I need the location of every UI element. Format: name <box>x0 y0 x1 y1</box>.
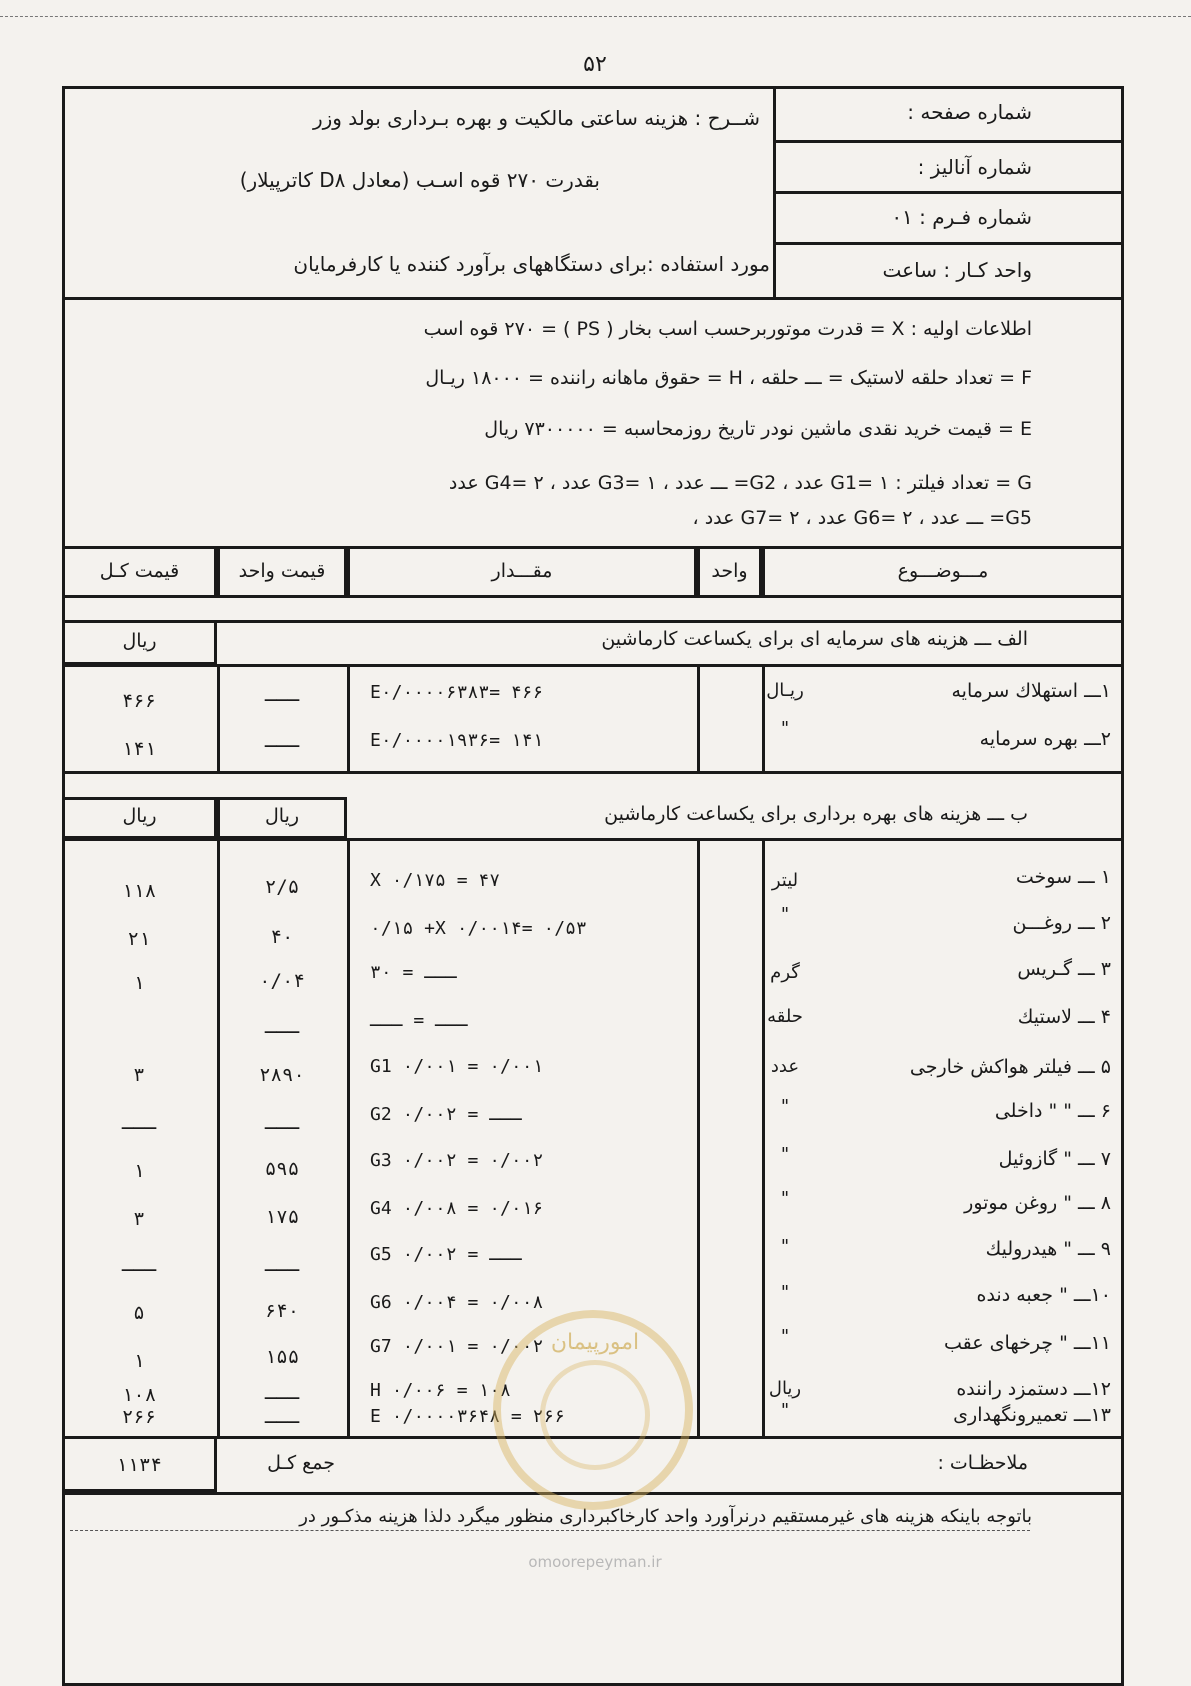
row-qty: X ۰/۱۷۵ = ۴۷ <box>370 870 501 891</box>
row-unit: " <box>780 1326 790 1347</box>
row-price: ۲۸۹۰ <box>259 1064 305 1086</box>
row-price: ۴۰ <box>270 926 294 948</box>
row-qty: E ۰/۰۰۰۰۳۶۴۸ = ۲۶۶ <box>370 1406 566 1427</box>
section-b-header-rule <box>62 838 1124 841</box>
stamp-gear-icon <box>540 1360 650 1470</box>
row-unit: حلقه <box>767 1006 803 1027</box>
section-a-top-rule <box>62 620 1124 623</box>
row-qty: G5 ۰/۰۰۲ = ـــ <box>370 1244 522 1265</box>
top-dashed-line <box>0 16 1191 17</box>
row-qty: ۰/۱۵ +X ۰/۰۰۱۴= ۰/۵۳ <box>370 918 587 939</box>
col-line <box>217 664 220 772</box>
section-a-title: الف ـــ هزینه های سرمایه ای برای یکساعت کارماشین <box>601 628 1028 650</box>
row-qty: G6 ۰/۰۰۴ = ۰/۰۰۸ <box>370 1292 544 1313</box>
basic-info-line-4: G = تعداد فیلتر : G1= ۱ عدد ، G2= ـــ عدد ، G3= ۱ عدد ، G4= ۲ عدد <box>448 472 1032 494</box>
header-rule <box>773 140 1124 143</box>
row-unit: " <box>780 1188 790 1209</box>
page-number: ۵۲ <box>583 52 607 77</box>
row-total: ۳ <box>133 1208 145 1230</box>
row-item: ۱۳ـــ تعمیرونگهداری <box>953 1404 1111 1426</box>
row-price: ۵۹۵ <box>264 1158 300 1180</box>
remarks-note: باتوجه باینکه هزینه های غیرمستقیم درنرآورد واحد کارخاکبرداری منظور میگرد دلذا هزینه مذکـور در <box>299 1506 1032 1527</box>
row-item: ۸ ـــ " روغن موتور <box>964 1192 1111 1214</box>
row-item: ۷ ـــ " گازوئیل <box>998 1148 1111 1170</box>
row-price: ۱۷۵ <box>264 1206 300 1228</box>
row-price: ۰/۰۴ <box>259 970 305 992</box>
row-unit: " <box>780 1236 790 1257</box>
row-item: ۲ ـــ روغـــن <box>1012 912 1111 934</box>
remarks-label: ملاحظـات : <box>937 1452 1028 1474</box>
row-total: ـــ <box>121 1254 157 1276</box>
grand-total-label: جمع کـل <box>267 1452 335 1474</box>
col-subject: مـــوضـــوع <box>897 560 989 582</box>
row-item: ۲ـــ بهره سرمایه <box>979 728 1111 750</box>
row-price: ـــ <box>264 1016 300 1038</box>
page-no-label: شماره صفحه : <box>907 100 1032 124</box>
row-qty: ـــ = ۳۰ <box>370 962 457 983</box>
row-qty: G4 ۰/۰۰۸ = ۰/۰۱۶ <box>370 1198 544 1219</box>
row-price: ۶۴۰ <box>264 1300 300 1322</box>
row-unit: ریـال <box>766 680 804 701</box>
row-total: ۳ <box>133 1064 145 1086</box>
row-item: ۳ ـــ گـریس <box>1017 958 1111 980</box>
basic-info-line-2: F = تعداد حلقه لاستیک = ـــ حلقه ، H = حقوق ماهانه راننده = ۱۸۰۰۰ ریـال <box>425 367 1032 389</box>
row-price: ۱۵۵ <box>264 1346 300 1368</box>
row-price: ۲/۵ <box>264 876 300 898</box>
row-total: ۱۴۱ <box>121 738 157 760</box>
row-unit: لیتر <box>771 870 799 891</box>
header-bottom-rule <box>62 297 1124 300</box>
row-unit: " <box>780 904 790 925</box>
machine-power: بقدرت ۲۷۰ قوه اسـب (معادل D۸ کاترپیلار) <box>239 168 600 192</box>
row-qty: G3 ۰/۰۰۲ = ۰/۰۰۲ <box>370 1150 544 1171</box>
stamp-text: امورپیمان <box>550 1330 640 1355</box>
row-item: ۹ ـــ " هیدرولیك <box>985 1238 1111 1260</box>
row-item: ۱۱ـــ " چرخهای عقب <box>944 1332 1111 1354</box>
row-total: ۱ <box>133 972 145 994</box>
row-unit: عدد <box>770 1056 800 1077</box>
row-total: ۵ <box>133 1302 145 1324</box>
row-item: ۵ ـــ فیلتر هواکش خارجی <box>909 1056 1111 1078</box>
row-total: ۱۰۸ <box>121 1384 157 1406</box>
col-line <box>697 664 700 772</box>
row-qty: ـــ = ـــ <box>370 1010 468 1031</box>
section-a-bottom-rule <box>62 771 1124 774</box>
row-price: ـــ <box>264 1254 300 1276</box>
form-number: شماره فـرم : ۰۱ <box>891 205 1032 229</box>
row-item: ۱۰ـــ " جعبه دنده <box>976 1284 1111 1306</box>
col-total-price: قیمت کـل <box>99 560 180 582</box>
grand-total-value: ۱۱۳۴ <box>116 1454 162 1476</box>
row-unit: ریال <box>768 1378 802 1399</box>
col-unit-price: قیمت واحد <box>238 560 326 582</box>
row-item: ۱۲ـــ دستمزد راننده <box>956 1378 1111 1400</box>
row-unit: " <box>780 1400 790 1421</box>
row-unit: گرم <box>770 962 800 983</box>
row-unit: " <box>780 1096 790 1117</box>
col-line <box>347 838 350 1438</box>
section-a-currency: ریال <box>122 630 157 652</box>
row-total: ۲۶۶ <box>121 1406 157 1428</box>
row-qty: E۰/۰۰۰۰۱۹۳۶= ۱۴۱ <box>370 730 544 751</box>
row-price: ـــ <box>264 1406 300 1428</box>
row-item: ۶ ـــ " " داخلی <box>994 1100 1111 1122</box>
row-unit: " <box>780 1144 790 1165</box>
analysis-label: شماره آنالیز : <box>917 155 1032 179</box>
row-total: ـــ <box>121 1112 157 1134</box>
col-amount: مقـــدار <box>491 560 553 582</box>
row-qty: H ۰/۰۰۶ = ۱۰۸ <box>370 1380 511 1401</box>
row-item: ۱ـــ استهلاك سرمایه <box>951 680 1111 702</box>
section-b-currency-total: ریال <box>122 805 157 827</box>
row-price: ـــ <box>264 730 300 752</box>
row-qty: E۰/۰۰۰۰۶۳۸۳= ۴۶۶ <box>370 682 544 703</box>
header-rule <box>773 191 1124 194</box>
row-item: ۱ ـــ سوخت <box>1015 866 1111 888</box>
row-price: ـــ <box>264 684 300 706</box>
col-unit: واحد <box>711 560 748 582</box>
row-total: ۴۶۶ <box>121 690 157 712</box>
basic-info-line-1: اطلاعات اولیه : X = قدرت موتوربرحسب اسب بخار ( PS ) = ۲۷۰ قوه اسب <box>423 318 1032 340</box>
row-total: ۲۱ <box>127 928 151 950</box>
row-unit: " <box>780 718 790 739</box>
watermark: omoorepeyman.ir <box>528 1553 662 1571</box>
row-unit: " <box>780 1282 790 1303</box>
row-qty: G1 ۰/۰۰۱ = ۰/۰۰۱ <box>370 1056 544 1077</box>
row-price: ـــ <box>264 1382 300 1404</box>
header-rule <box>773 242 1124 245</box>
row-qty: G2 ۰/۰۰۲ = ـــ <box>370 1104 522 1125</box>
basic-info-line-5: G5= ـــ عدد ، G6= ۲ عدد ، G7= ۲ عدد ، <box>692 507 1032 529</box>
row-total: ۱ <box>133 1160 145 1182</box>
col-line <box>347 664 350 772</box>
basic-info-line-3: E = قیمت خرید نقدی ماشین نودر تاریخ روزمحاسبه = ۷۳۰۰۰۰۰ ریال <box>484 418 1032 440</box>
section-b-currency-price: ریال <box>264 805 300 827</box>
col-line <box>762 838 765 1438</box>
row-total: ۱ <box>133 1350 145 1372</box>
section-b-title: ب ـــ هزینه های بهره برداری برای یکساعت کارماشین <box>604 803 1028 825</box>
section-a-header-rule <box>62 664 1124 667</box>
row-price: ـــ <box>264 1112 300 1134</box>
form-title: شــرح : هزینه ساعتی مالکیت و بهره بـرداری بولد وزر <box>312 106 760 130</box>
row-item: ۴ ـــ لاستیك <box>1017 1006 1111 1028</box>
work-unit: واحد کـار : ساعت <box>882 258 1032 282</box>
row-qty: G7 ۰/۰۰۱ = ۰/۰۰۲ <box>370 1336 544 1357</box>
note-underline <box>70 1530 1030 1531</box>
row-total: ۱۱۸ <box>121 880 157 902</box>
usage-line: مورد استفاده :برای دستگاههای برآورد کننده یا کارفرمایان <box>293 252 770 276</box>
